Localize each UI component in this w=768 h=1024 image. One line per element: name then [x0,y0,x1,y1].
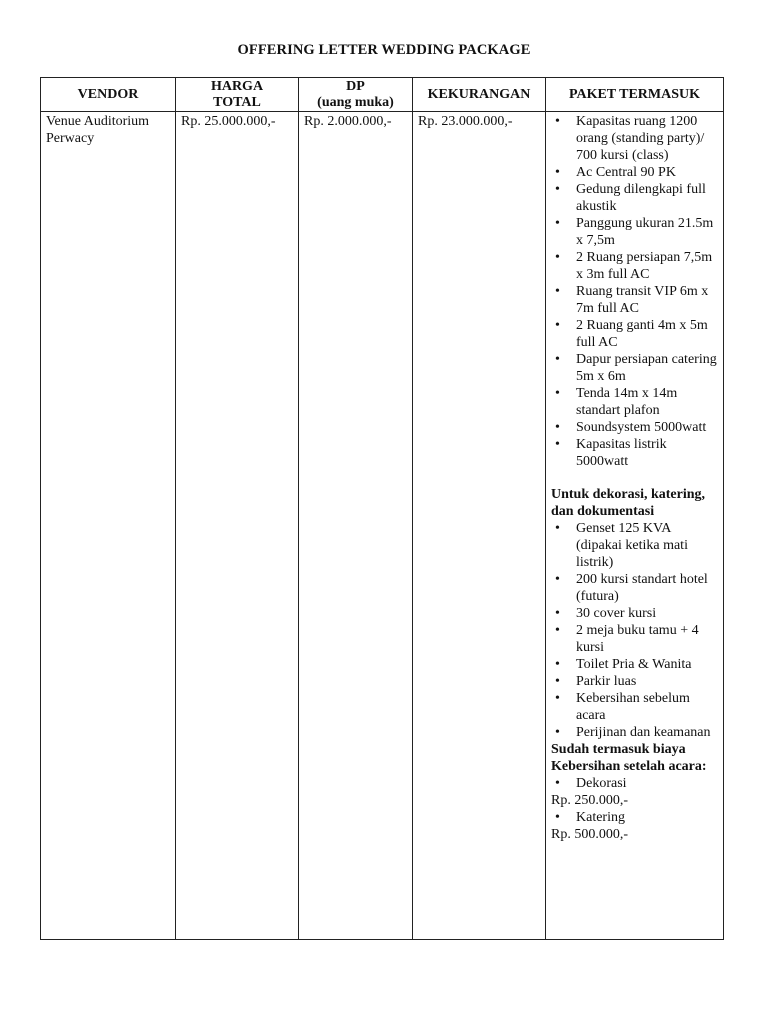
header-dp-line2: (uang muka) [317,94,394,110]
list-item: • Parkir luas [576,673,718,690]
list-item: • Gedung dilengkapi full akustik [576,181,718,215]
list-item: • Kapasitas ruang 1200 orang (standing party)/ 700 kursi (class) [576,113,718,164]
list-item: • Tenda 14m x 14m standart plafon [576,385,718,419]
venue-items-list [551,113,718,470]
header-harga-line1: HARGA [210,78,264,94]
price-katering: Rp. 500.000,- [551,827,628,842]
cell-paket-termasuk [546,112,724,940]
list-item: • 2 Ruang persiapan 7,5m x 3m full AC [576,249,718,283]
document-title: OFFERING LETTER WEDDING PACKAGE [237,42,531,58]
price-dekorasi: Rp. 250.000,- [551,793,628,808]
list-item: • Dapur persiapan catering 5m x 6m [576,351,718,385]
offer-table [40,77,724,940]
cell-kekurangan: Rp. 23.000.000,- [413,112,546,940]
list-item: • Toilet Pria & Wanita [576,656,718,673]
cell-dp: Rp. 2.000.000,- [299,112,413,940]
header-harga-line2: TOTAL [213,94,261,110]
list-item: • 2 Ruang ganti 4m x 5m full AC [576,317,718,351]
cell-vendor: Venue Auditorium Perwacy [41,112,176,940]
header-kekurangan: KEKURANGAN [413,78,546,112]
list-item: • 200 kursi standart hotel (futura) [576,571,718,605]
section-heading-dekorasi: Untuk dekorasi, katering, dan dokumentasi [551,487,706,519]
header-vendor: VENDOR [41,78,176,112]
list-item: • Panggung ukuran 21.5m x 7,5m [576,215,718,249]
table-row [41,112,724,940]
list-item: • 30 cover kursi [576,605,718,622]
list-item: • Kebersihan sebelum acara [576,690,718,724]
header-dp-line1: DP [346,78,365,94]
cell-harga-total: Rp. 25.000.000,- [176,112,299,940]
list-item: • Dekorasi [576,775,718,792]
section-heading-kebersihan: Sudah termasuk biaya Kebersihan setelah acara: [551,742,707,774]
list-item: • Perijinan dan keamanan [576,724,718,741]
list-item: • Kapasitas listrik 5000watt [576,436,718,470]
header-paket-termasuk: PAKET TERMASUK [546,78,724,112]
list-item: • Ruang transit VIP 6m x 7m full AC [576,283,718,317]
list-item: • Genset 125 KVA (dipakai ketika mati listrik) [576,520,718,571]
header-dp [299,78,413,112]
header-harga-total [176,78,299,112]
list-item: • 2 meja buku tamu + 4 kursi [576,622,718,656]
list-item: • Ac Central 90 PK [576,164,718,181]
cleaning-items-list [551,775,718,792]
header-row [41,78,724,112]
list-item: • Soundsystem 5000watt [576,419,718,436]
section2-items-list [551,520,718,741]
cleaning-items-list-2 [551,809,718,826]
list-item: • Katering [576,809,718,826]
